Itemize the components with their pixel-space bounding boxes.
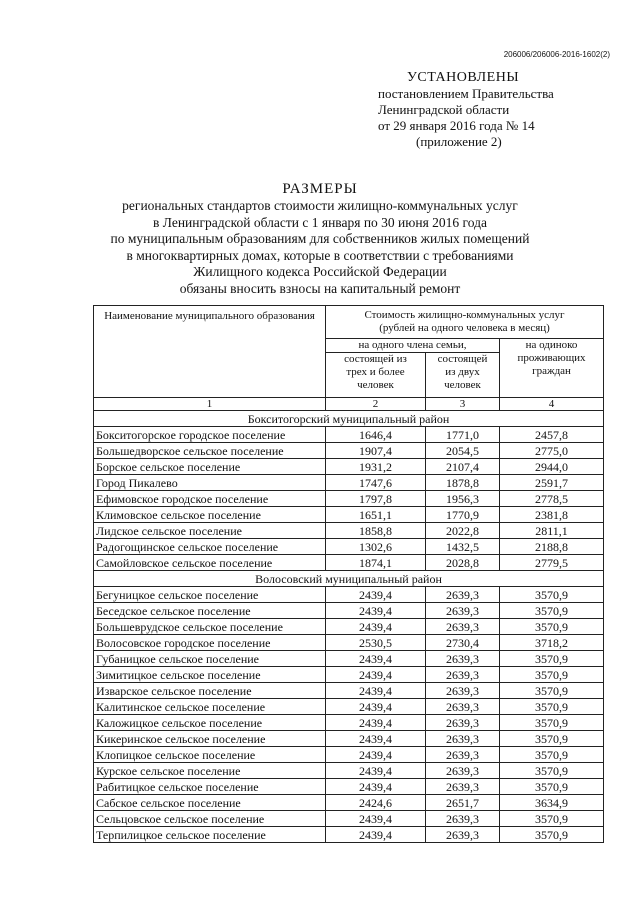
table-row xyxy=(94,651,604,667)
table-row xyxy=(94,683,604,699)
settlement-name: Радогощинское сельское поселение xyxy=(94,539,326,555)
column-number: 3 xyxy=(426,398,500,411)
table-row xyxy=(94,443,604,459)
cost-single: 3570,9 xyxy=(500,747,604,763)
cost-two: 2639,3 xyxy=(426,699,500,715)
cost-two: 2639,3 xyxy=(426,779,500,795)
settlement-name: Сабское сельское поселение xyxy=(94,795,326,811)
cost-single: 3570,9 xyxy=(500,731,604,747)
cost-single: 2775,0 xyxy=(500,443,604,459)
cost-three-plus: 1651,1 xyxy=(326,507,426,523)
settlement-name: Терпилицкое сельское поселение xyxy=(94,827,326,843)
district-name: Бокситогорский муниципальный район xyxy=(94,411,604,427)
cost-three-plus: 2439,4 xyxy=(326,779,426,795)
cost-three-plus: 2439,4 xyxy=(326,683,426,699)
table-body xyxy=(94,398,604,843)
cost-three-plus: 2439,4 xyxy=(326,667,426,683)
table-row xyxy=(94,539,604,555)
title-main: РАЗМЕРЫ xyxy=(282,181,358,197)
cost-single: 2381,8 xyxy=(500,507,604,523)
standards-table xyxy=(93,305,604,843)
cost-two: 2639,3 xyxy=(426,587,500,603)
cost-two: 2028,8 xyxy=(426,555,500,571)
settlement-name: Рабитицкое сельское поселение xyxy=(94,779,326,795)
settlement-name: Губаницкое сельское поселение xyxy=(94,651,326,667)
cost-two: 2639,3 xyxy=(426,747,500,763)
cost-single: 3570,9 xyxy=(500,603,604,619)
cost-single: 3570,9 xyxy=(500,667,604,683)
cost-three-plus: 2439,4 xyxy=(326,731,426,747)
header-per-family-member: на одного члена семьи, xyxy=(326,339,500,353)
district-header-row xyxy=(94,411,604,427)
cost-single: 3570,9 xyxy=(500,683,604,699)
settlement-name: Борское сельское поселение xyxy=(94,459,326,475)
table-row xyxy=(94,699,604,715)
cost-three-plus: 2439,4 xyxy=(326,747,426,763)
cost-two: 2022,8 xyxy=(426,523,500,539)
cost-two: 2730,4 xyxy=(426,635,500,651)
cost-single: 3634,9 xyxy=(500,795,604,811)
cost-two: 2639,3 xyxy=(426,715,500,731)
settlement-name: Изварское сельское поселение xyxy=(94,683,326,699)
cost-single: 2811,1 xyxy=(500,523,604,539)
cost-three-plus: 1747,6 xyxy=(326,475,426,491)
table-row xyxy=(94,635,604,651)
approval-appendix: (приложение 2) xyxy=(416,134,502,149)
cost-two: 2639,3 xyxy=(426,683,500,699)
approval-line: постановлением Правительства xyxy=(378,86,554,101)
settlement-name: Большедворское сельское поселение xyxy=(94,443,326,459)
table-row xyxy=(94,523,604,539)
settlement-name: Ефимовское городское поселение xyxy=(94,491,326,507)
settlement-name: Волосовское городское поселение xyxy=(94,635,326,651)
cost-three-plus: 2439,4 xyxy=(326,699,426,715)
cost-three-plus: 1858,8 xyxy=(326,523,426,539)
cost-three-plus: 1646,4 xyxy=(326,427,426,443)
document-title xyxy=(0,180,640,297)
header-single: на одиноко проживающих граждан xyxy=(500,339,604,398)
settlement-name: Кикеринское сельское поселение xyxy=(94,731,326,747)
cost-two: 1770,9 xyxy=(426,507,500,523)
cost-three-plus: 2439,4 xyxy=(326,587,426,603)
cost-two: 2639,3 xyxy=(426,603,500,619)
table-row xyxy=(94,715,604,731)
cost-two: 1432,5 xyxy=(426,539,500,555)
cost-single: 3570,9 xyxy=(500,779,604,795)
title-line: по муниципальным образованиям для собственников жилых помещений xyxy=(110,231,530,246)
table-row xyxy=(94,667,604,683)
approval-block xyxy=(378,70,554,150)
settlement-name: Калитинское сельское поселение xyxy=(94,699,326,715)
column-number: 1 xyxy=(94,398,326,411)
title-line: Жилищного кодекса Российской Федерации xyxy=(193,264,447,279)
cost-two: 1878,8 xyxy=(426,475,500,491)
cost-three-plus: 1907,4 xyxy=(326,443,426,459)
cost-single: 2457,8 xyxy=(500,427,604,443)
column-number: 4 xyxy=(500,398,604,411)
cost-three-plus: 2424,6 xyxy=(326,795,426,811)
district-header-row xyxy=(94,571,604,587)
cost-single: 3570,9 xyxy=(500,699,604,715)
header-two: состоящей из двух человек xyxy=(426,353,500,398)
cost-single: 3570,9 xyxy=(500,651,604,667)
table-row xyxy=(94,507,604,523)
table-row xyxy=(94,459,604,475)
cost-single: 2779,5 xyxy=(500,555,604,571)
title-line: в многоквартирных домах, которые в соответствии с требованиями xyxy=(126,247,514,263)
document-number: 206006/206006-2016-1602(2) xyxy=(503,50,610,59)
table-row xyxy=(94,811,604,827)
cost-three-plus: 2439,4 xyxy=(326,715,426,731)
cost-single: 3570,9 xyxy=(500,827,604,843)
cost-single: 3570,9 xyxy=(500,763,604,779)
table-row xyxy=(94,555,604,571)
approval-line: Ленинградской области xyxy=(378,102,510,117)
settlement-name: Беседское сельское поселение xyxy=(94,603,326,619)
settlement-name: Большеврудское сельское поселение xyxy=(94,619,326,635)
approval-heading: УСТАНОВЛЕНЫ xyxy=(406,70,520,85)
cost-two: 2639,3 xyxy=(426,667,500,683)
cost-single: 3570,9 xyxy=(500,811,604,827)
title-line: обязаны вносить взносы на капитальный ремонт xyxy=(179,280,461,296)
table-row xyxy=(94,587,604,603)
cost-two: 2107,4 xyxy=(426,459,500,475)
table-row xyxy=(94,827,604,843)
settlement-name: Зимитицкое сельское поселение xyxy=(94,667,326,683)
cost-two: 2639,3 xyxy=(426,619,500,635)
table-row xyxy=(94,795,604,811)
title-line: региональных стандартов стоимости жилищно-коммунальных услуг xyxy=(122,198,518,213)
cost-single: 3570,9 xyxy=(500,715,604,731)
cost-three-plus: 1797,8 xyxy=(326,491,426,507)
cost-three-plus: 2439,4 xyxy=(326,811,426,827)
settlement-name: Бокситогорское городское поселение xyxy=(94,427,326,443)
cost-single: 3718,2 xyxy=(500,635,604,651)
cost-three-plus: 2439,4 xyxy=(326,763,426,779)
settlement-name: Клопицкое сельское поселение xyxy=(94,747,326,763)
settlement-name: Город Пикалево xyxy=(94,475,326,491)
cost-two: 1956,3 xyxy=(426,491,500,507)
table-row xyxy=(94,491,604,507)
cost-two: 1771,0 xyxy=(426,427,500,443)
cost-two: 2639,3 xyxy=(426,763,500,779)
cost-two: 2639,3 xyxy=(426,731,500,747)
cost-three-plus: 2530,5 xyxy=(326,635,426,651)
cost-three-plus: 1931,2 xyxy=(326,459,426,475)
header-cost: Стоимость жилищно-коммунальных услуг (рублей на одного человека в месяц) xyxy=(326,306,604,339)
cost-two: 2639,3 xyxy=(426,827,500,843)
settlement-name: Сельцовское сельское поселение xyxy=(94,811,326,827)
cost-two: 2639,3 xyxy=(426,651,500,667)
table-row xyxy=(94,475,604,491)
cost-two: 2054,5 xyxy=(426,443,500,459)
table-row xyxy=(94,619,604,635)
cost-single: 2188,8 xyxy=(500,539,604,555)
column-number: 2 xyxy=(326,398,426,411)
column-number-row xyxy=(94,398,604,411)
table-row xyxy=(94,427,604,443)
title-line: в Ленинградской области с 1 января по 30 июня 2016 года xyxy=(153,214,487,230)
cost-three-plus: 2439,4 xyxy=(326,827,426,843)
cost-single: 3570,9 xyxy=(500,587,604,603)
cost-single: 2778,5 xyxy=(500,491,604,507)
cost-single: 3570,9 xyxy=(500,619,604,635)
cost-three-plus: 1874,1 xyxy=(326,555,426,571)
settlement-name: Курское сельское поселение xyxy=(94,763,326,779)
table-row xyxy=(94,747,604,763)
cost-three-plus: 1302,6 xyxy=(326,539,426,555)
district-name: Волосовский муниципальный район xyxy=(94,571,604,587)
approval-line: от 29 января 2016 года № 14 xyxy=(378,118,535,133)
table-row xyxy=(94,779,604,795)
settlement-name: Климовское сельское поселение xyxy=(94,507,326,523)
cost-three-plus: 2439,4 xyxy=(326,619,426,635)
table-row xyxy=(94,763,604,779)
settlement-name: Бегуницкое сельское поселение xyxy=(94,587,326,603)
table-row xyxy=(94,603,604,619)
settlement-name: Лидское сельское поселение xyxy=(94,523,326,539)
cost-single: 2944,0 xyxy=(500,459,604,475)
header-name: Наименование муниципального образования xyxy=(94,306,326,398)
cost-two: 2651,7 xyxy=(426,795,500,811)
cost-single: 2591,7 xyxy=(500,475,604,491)
settlement-name: Самойловское сельское поселение xyxy=(94,555,326,571)
cost-three-plus: 2439,4 xyxy=(326,651,426,667)
cost-two: 2639,3 xyxy=(426,811,500,827)
settlement-name: Каложицкое сельское поселение xyxy=(94,715,326,731)
header-three-plus: состоящей из трех и более человек xyxy=(326,353,426,398)
cost-three-plus: 2439,4 xyxy=(326,603,426,619)
table-row xyxy=(94,731,604,747)
